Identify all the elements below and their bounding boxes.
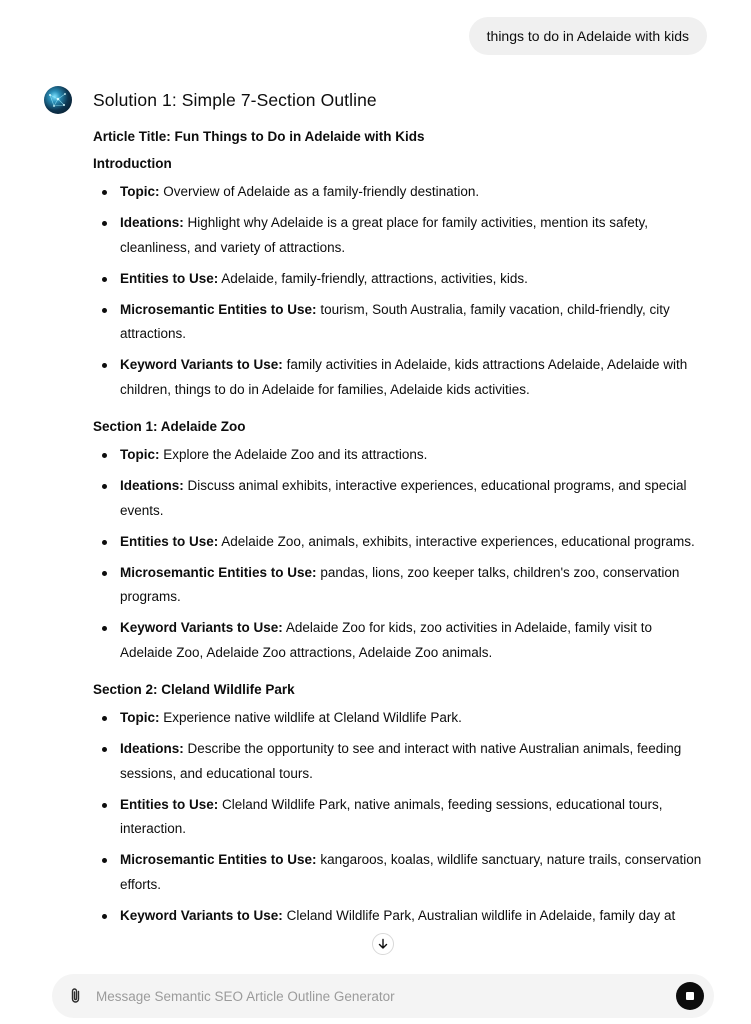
item-label: Ideations: xyxy=(120,478,184,493)
scroll-to-bottom-button[interactable] xyxy=(372,933,394,955)
item-label: Topic: xyxy=(120,447,160,462)
item-label: Entities to Use: xyxy=(120,796,219,812)
response-heading: Solution 1: Simple 7-Section Outline xyxy=(93,90,377,110)
item-text: Experience native wildlife at Cleland Wildlife Park. xyxy=(163,710,462,725)
list-item xyxy=(120,353,703,402)
user-message-bubble: things to do in Adelaide with kids xyxy=(469,17,707,55)
list-item xyxy=(120,616,703,665)
item-text: Describe the opportunity to see and interact with native Australian animals, feeding sessions, and educational tours. xyxy=(120,741,682,781)
item-text: Adelaide, family-friendly, attractions, activities, kids. xyxy=(221,270,528,286)
list-item xyxy=(120,737,703,786)
section-bullet-list xyxy=(93,443,703,665)
section-bullet-list xyxy=(93,706,703,928)
list-item xyxy=(120,848,703,897)
message-composer xyxy=(52,974,714,1018)
item-label: Entities to Use: xyxy=(120,270,219,286)
item-text: Explore the Adelaide Zoo and its attractions. xyxy=(163,447,428,462)
item-label: Ideations: xyxy=(120,741,184,756)
item-label: Topic: xyxy=(120,710,160,725)
message-input[interactable] xyxy=(96,985,656,1007)
list-item xyxy=(120,530,703,555)
item-label: Microsemantic Entities to Use: xyxy=(120,301,317,317)
item-text: Adelaide Zoo, animals, exhibits, interactive experiences, educational programs. xyxy=(221,533,695,549)
arrow-down-icon xyxy=(377,938,389,950)
item-text: Cleland Wildlife Park, native animals, feeding sessions, educational tours, interaction. xyxy=(120,796,663,836)
section-heading: Introduction xyxy=(93,156,172,171)
list-item xyxy=(120,561,703,610)
item-text: family activities in Adelaide, kids attractions Adelaide, Adelaide with children, things to do in Adelaide for families, Adelaide kids activities. xyxy=(120,357,688,397)
list-item xyxy=(120,211,703,260)
item-text: pandas, lions, zoo keeper talks, children's zoo, conservation programs. xyxy=(120,564,680,604)
section-heading: Section 1: Adelaide Zoo xyxy=(93,419,246,434)
item-text: Overview of Adelaide as a family-friendly destination. xyxy=(163,184,480,199)
assistant-avatar-icon xyxy=(44,86,72,114)
outline-sections xyxy=(93,156,703,928)
list-item xyxy=(120,904,703,929)
item-label: Microsemantic Entities to Use: xyxy=(120,852,317,867)
item-label: Topic: xyxy=(120,184,160,199)
paperclip-icon[interactable] xyxy=(66,986,86,1006)
item-label: Keyword Variants to Use: xyxy=(120,907,283,923)
stop-generating-button[interactable] xyxy=(676,982,704,1010)
assistant-response xyxy=(93,90,703,935)
item-text: kangaroos, koalas, wildlife sanctuary, nature trails, conservation efforts. xyxy=(120,852,702,892)
item-label: Microsemantic Entities to Use: xyxy=(120,564,317,580)
item-label: Ideations: xyxy=(120,215,184,230)
section-heading: Section 2: Cleland Wildlife Park xyxy=(93,682,295,697)
list-item xyxy=(120,298,703,347)
item-text: Highlight why Adelaide is a great place for family activities, mention its safety, cleanliness, and variety of attractions. xyxy=(120,215,648,255)
list-item xyxy=(120,267,703,292)
list-item xyxy=(120,180,703,205)
item-text: tourism, South Australia, family vacation, child-friendly, city attractions. xyxy=(120,301,670,341)
item-label: Entities to Use: xyxy=(120,533,219,549)
list-item xyxy=(120,443,703,468)
item-label: Keyword Variants to Use: xyxy=(120,357,283,372)
list-item xyxy=(120,474,703,523)
item-text: Cleland Wildlife Park, Australian wildlife in Adelaide, family day at xyxy=(286,907,676,923)
item-text: Discuss animal exhibits, interactive experiences, educational programs, and special events. xyxy=(120,478,687,518)
stop-icon xyxy=(686,992,694,1000)
section-bullet-list xyxy=(93,180,703,402)
list-item xyxy=(120,793,703,842)
item-text: Adelaide Zoo for kids, zoo activities in Adelaide, family visit to Adelaide Zoo, Adelaide Zoo attractions, Adelaide Zoo animals. xyxy=(120,620,653,660)
list-item xyxy=(120,706,703,731)
article-title: Article Title: Fun Things to Do in Adelaide with Kids xyxy=(93,129,425,144)
item-label: Keyword Variants to Use: xyxy=(120,620,283,635)
